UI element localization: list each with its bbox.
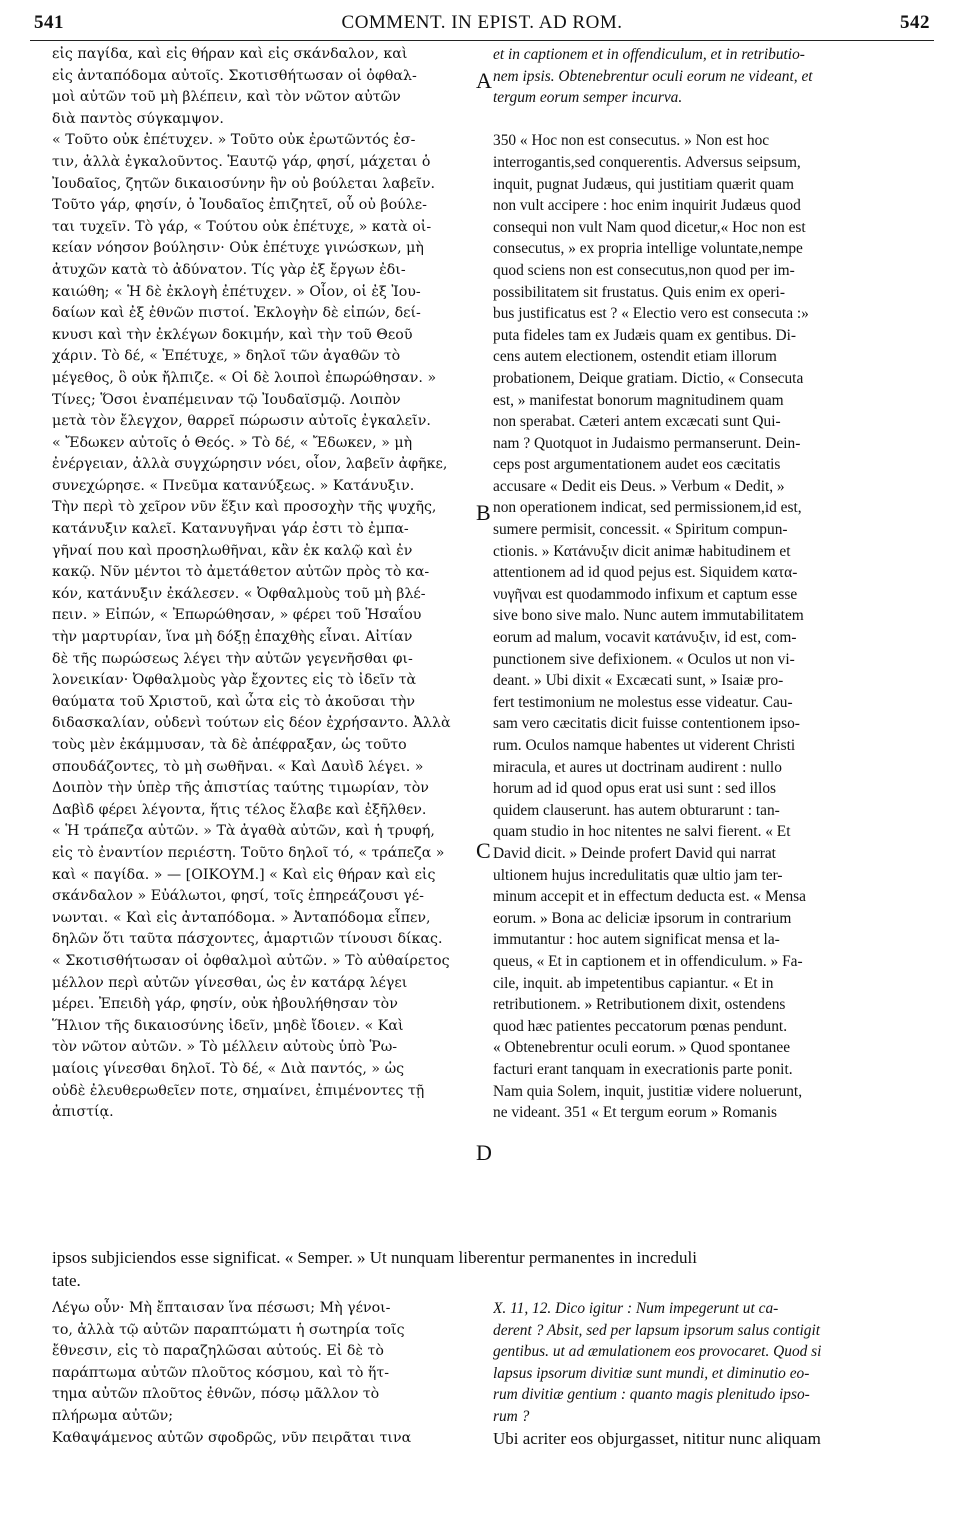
right-page-number: 542 xyxy=(900,12,930,33)
greek-text-line: σπουδάζοντες, τὸ μὴ σωθῆναι. « Καὶ Δαυὶδ λέγει. » xyxy=(52,758,424,775)
greek-text-line: δηλῶν ὅτι ταῦτα πάσχοντες, ἁμαρτιῶν τίνουσι δίκας. xyxy=(52,931,443,948)
latin-text-line: rum. Oculos namque habentes ut viderent Christi xyxy=(493,737,796,754)
latin-text-line: ceps post argumentationem audet eos cæcitatis xyxy=(493,456,781,474)
latin-text-line: Ubi acriter eos objurgasset, nititur nunc aliquam xyxy=(493,1428,821,1448)
greek-text-line: μέρει. Ἐπειδὴ γάρ, φησίν, οὐκ ἠβουλήθησαν τὸν xyxy=(52,996,398,1013)
latin-text-line: νυγῆναι est quodammodo infixum et captum esse xyxy=(493,585,798,603)
latin-text-line: rum divitiæ gentium : quanto magis plenitudo ipso- xyxy=(493,1386,810,1404)
greek-text-line: τὸν νῶτον αὐτῶν. » Τὸ μέλλειν αὐτοὺς ὑπὸ Ῥω- xyxy=(52,1039,398,1056)
margin-marker-d: D xyxy=(476,1140,492,1165)
greek-text-line: σκάνδαλον » Εὐάλωτοι, φησί, τοῖς ἐπηρεάζουσι γέ- xyxy=(52,888,424,905)
latin-text-line: quod hæc patientes peccatorum pœnas pendunt. xyxy=(493,1017,788,1035)
latin-text-line: non vult accipere : hoc enim inquirit Judæus quod xyxy=(493,197,801,215)
latin-text-line: deant. » Ubi dixit « Excæcati sunt, » Isaiæ pro- xyxy=(493,672,784,690)
greek-text-line: μέγεθος, ὃ οὐκ ἤλπιζε. « Οἱ δὲ λοιποὶ ἐπωρώθησαν. » xyxy=(52,369,437,386)
greek-text-line: « Ἔδωκεν αὐτοῖς ὁ Θεός. » Τὸ δέ, « Ἔδωκεν, » μὴ xyxy=(52,434,413,451)
greek-text-line: ἐνέργειαν, ἀλλὰ συγχώρησιν νόει, οἷον, λαβεῖν ἀφῆκε, xyxy=(52,456,448,473)
greek-text-line: « Ἡ τράπεζα αὐτῶν. » Τὰ ἀγαθὰ αὐτῶν, καὶ ἡ τρυφή, xyxy=(52,823,435,840)
greek-text-line: τιν, ἀλλὰ ἐγκαλοῦντος. Ἑαυτῷ γάρ, φησί, μάχεται ὁ xyxy=(52,153,431,170)
greek-text-line: Καθαψάμενος αὐτῶν σφοδρῶς, νῦν πειρᾶται τινα xyxy=(52,1429,412,1446)
latin-text-line: ne videant. 351 « Et tergum eorum » Romanis xyxy=(493,1104,777,1122)
latin-text-line: puta fideles tam ex Judæis quam ex gentibus. Di- xyxy=(493,326,797,344)
latin-text-line: sam vero cæcitatis dicit fuisse contentionem ipso- xyxy=(493,715,800,733)
full-width-line: ipsos subjiciendos esse significat. « Semper. » Ut nunquam liberentur permanentes in increduli xyxy=(52,1248,697,1267)
greek-text-line: γῆναί που καὶ προσηλωθῆναι, κἂν ἐκ καλῷ καὶ ἐν xyxy=(52,542,413,559)
latin-text-line: non operationem indicat, sed permissionem,id est, xyxy=(493,499,802,517)
latin-text-line: X. 11, 12. Dico igitur : Num impegerunt ut ca- xyxy=(493,1300,779,1317)
greek-text-line: δὲ τῆς πωρώσεως λέγει τὴν αὐτῶν γεγενῆσθαι φι- xyxy=(52,650,413,667)
latin-verse-line: tergum eorum semper incurva. xyxy=(493,89,683,107)
greek-text-line: Λέγω οὖν· Μὴ ἔπταισαν ἵνα πέσωσι; Μὴ γένοι- xyxy=(52,1300,391,1316)
latin-text-line: minum accepit et in effectum deducta est. « Mensa xyxy=(493,888,806,906)
latin-text-line: fert testimonium ne molestus esse videatur. Cau- xyxy=(493,693,793,711)
greek-text-line: Ἰουδαῖος, ζητῶν δικαιοσύνην ἣν οὐ βούλεται λαβεῖν. xyxy=(52,175,436,192)
latin-text-line: queus, « Et in captionem et in offendiculum. » Fa- xyxy=(493,952,803,970)
greek-text-line: Δαβὶδ φέρει λέγοντα, ἥτις τέλος ἔλαβε καὶ ἐξῆλθεν. xyxy=(52,801,427,818)
latin-text-line: ultionem hujus incredulitatis quæ ultio jam ter- xyxy=(493,866,783,884)
greek-text-line: εἰς ἀνταπόδομα αὐτοῖς. Σκοτισθήτωσαν οἱ ὀφθαλ- xyxy=(52,67,417,84)
latin-text-line: rum ? xyxy=(493,1407,530,1425)
greek-text-line: καὶ « παγίδα. » — [ΟΙΚΟΥΜ.] « Καὶ εἰς θήραν καὶ εἰς xyxy=(52,866,436,883)
page-header xyxy=(30,6,934,41)
latin-text-line xyxy=(493,109,935,131)
latin-text-line: « Obtenebrentur oculi eorum. » Quod spontanee xyxy=(493,1039,791,1057)
latin-text-line: consequi non vult Nam quod dicetur,« Hoc non est xyxy=(493,218,806,236)
greek-text-line: νωνται. « Καὶ εἰς ἀνταπόδομα. » Ἀνταπόδομα εἶπεν, xyxy=(52,909,431,926)
greek-text-line: « Τοῦτο οὐκ ἐπέτυχεν. » Τοῦτο οὐκ ἐρωτῶντός ἐσ- xyxy=(52,132,416,149)
latin-verse-line: et in captionem et in offendiculum, et in retributio- xyxy=(493,46,805,63)
latin-text-line: David dicit. » Deinde profert David qui narrat xyxy=(493,844,776,862)
greek-text-line: τημα αὐτῶν πλοῦτος ἐθνῶν, πόσῳ μᾶλλον τὸ xyxy=(52,1386,380,1403)
latin-text-line: quod sciens non est consecutus,non quod per im- xyxy=(493,261,795,279)
latin-text-line: eorum. » Bona ac deliciæ ipsorum in contrarium xyxy=(493,909,792,927)
latin-text-line: punctionem sive defixionem. « Oculos ut non vi- xyxy=(493,650,795,668)
latin-text-line: 350 « Hoc non est consecutus. » Non est hoc xyxy=(493,132,770,150)
greek-text-line: ἔθνεσιν, εἰς τὸ παραζηλῶσαι αὐτούς. Εἰ δὲ τὸ xyxy=(52,1343,384,1360)
greek-text-line: Τὴν περὶ τὸ χεῖρον νῦν ἕξιν καὶ προσοχὴν τῆς ψυχῆς, xyxy=(52,499,437,516)
greek-text-line: πλήρωμα αὐτῶν; xyxy=(52,1407,174,1424)
latin-text-line: sive bono sive malo. Nunc autem immutabilitatem xyxy=(493,607,804,625)
greek-text-line: παράπτωμα αὐτῶν πλοῦτος κόσμου, καὶ τὸ ἥτ- xyxy=(52,1364,390,1381)
latin-text-line: probationem, Deique gratiam. Dictio, « Consecuta xyxy=(493,369,804,387)
greek-text-line: μέλλον περὶ αὐτῶν γίνεσθαι, ὡς ἐν κατάρᾳ λέγει xyxy=(52,974,408,991)
latin-text-line: attentionem ad id quod pejus est. Siquidem κατα- xyxy=(493,564,798,582)
greek-text-line: κνυσι καὶ τὴν ἐκλέγων δοκιμήν, καὶ τὴν τοῦ Θεοῦ xyxy=(52,326,413,343)
margin-marker-c: C xyxy=(476,838,491,863)
margin-marker-b: B xyxy=(476,500,491,525)
greek-text-line: κόν, κατάνυξιν ἐκάλεσεν. « Ὀφθαλμοὺς τοῦ μὴ βλέ- xyxy=(52,585,426,602)
greek-text-line: εἰς τὸ ἐναντίον περιέστη. Τοῦτο δηλοῖ τό, « τράπεζα » xyxy=(52,844,445,861)
greek-text-line: καιώθη; « Ἡ δὲ ἐκλογὴ ἐπέτυχεν. » Οἷον, οἱ ἐξ Ἰου- xyxy=(52,283,421,300)
latin-text-line: gentibus. ut ad æmulationem eos provocaret. Quod si xyxy=(493,1343,822,1361)
greek-text-line: Τοῦτο γάρ, φησίν, ὁ Ἰουδαῖος ἐπιζητεῖ, οὗ οὐ βούλε- xyxy=(52,197,427,214)
latin-text-line: cens autem electionem, ostendit etiam illorum xyxy=(493,348,777,366)
greek-text-line: μοὶ αὐτῶν τοῦ μὴ βλέπειν, καὶ τὸν νῶτον αὐτῶν xyxy=(52,89,401,106)
greek-text-line: θαύματα τοῦ Χριστοῦ, καὶ ὦτα εἰς τὸ ἀκοῦσαι τὴν xyxy=(52,693,415,710)
latin-text-line: bus justificatus est ? « Electio vero est consecuta :» xyxy=(493,305,809,323)
greek-text-line: συνεχώρησε. « Πνεῦμα κατανύξεως. » Κατάνυξιν. xyxy=(52,477,415,494)
running-title: COMMENT. IN EPIST. AD ROM. xyxy=(341,12,623,33)
greek-text-line: κατάνυξιν καλεῖ. Κατανυγῆναι γάρ ἐστι τὸ ἐμπα- xyxy=(52,521,409,538)
latin-text-line: quidem clauserunt. has autem obturarunt : tan- xyxy=(493,801,780,819)
greek-text-line: τὴν μαρτυρίαν, ἵνα μὴ δόξῃ ἐπαχθὴς εἶναι. Αἰτίαν xyxy=(52,629,413,646)
latin-text-line: consecutus, » ex propria intellige voluntate,nempe xyxy=(493,240,803,258)
latin-column-bottom xyxy=(493,1298,935,1449)
full-width-text xyxy=(52,1246,936,1292)
latin-text-line: nam ? Quotquot in Judaismo permanserunt. Dein- xyxy=(493,434,801,452)
greek-text-line: οὐδὲ ἐλευθερωθεῖεν ποτε, σημαίνει, ἐπιμένοντες τῇ xyxy=(52,1082,425,1099)
latin-text-line: inquit, pugnat Judæus, qui justitiam quærit quam xyxy=(493,175,794,193)
greek-text-line: Τίνες; Ὅσοι ἐναπέμειναν τῷ Ἰουδαϊσμῷ. Λοιπὸν xyxy=(52,391,401,408)
greek-text-line: χάριν. Τὸ δέ, « Ἐπέτυχε, » δηλοῖ τῶν ἀγαθῶν τὸ xyxy=(52,348,401,365)
latin-text-line: facturi erant tanquam in execrationis parte ponit. xyxy=(493,1060,793,1078)
greek-text-line: Ἥλιον τῆς δικαιοσύνης ἰδεῖν, μηδὲ ἴδοιεν. « Καὶ xyxy=(52,1017,404,1034)
greek-text-line: δαίων καὶ ἐξ ἐθνῶν πιστοί. Ἐκλογὴν δὲ εἰπών, δεί- xyxy=(52,305,421,322)
latin-text-line: cile, inquit. ab impetentibus capiantur. « Et in xyxy=(493,974,774,992)
greek-text-line: « Σκοτισθήτωσαν οἱ ὀφθαλμοὶ αὐτῶν. » Τὸ αὐθαίρετος xyxy=(52,952,450,969)
greek-text-line: μετὰ τὸν ἔλεγχον, θαρρεῖ πώρωσιν αὐτοῖς ἐγκαλεῖν. xyxy=(52,413,431,430)
latin-column-top xyxy=(493,44,935,1124)
latin-text-line: possibilitatem sit frustatus. Quis enim ex operi- xyxy=(493,283,785,301)
latin-text-line: non sperabat. Cæteri antem excæcati sunt Qui- xyxy=(493,413,781,431)
latin-text-line: quam studio in hoc nitentes ne salvi fierent. « Et xyxy=(493,823,791,841)
greek-text-line: ἀπιστίᾳ. xyxy=(52,1104,114,1121)
latin-text-line: retributionem. » Retributionem dixit, ostendens xyxy=(493,996,786,1014)
greek-text-line: ται τυχεῖν. Τὸ γάρ, « Τούτου οὐκ ἐπέτυχε, » κατὰ οἰ- xyxy=(52,218,432,235)
greek-column-top xyxy=(52,44,474,1124)
greek-text-line: διδασκαλίαν, οὐδενὶ τούτων εἰς δέον ἐχρήσαντο. Ἀλλὰ xyxy=(52,715,451,732)
greek-text-line: Δοιπὸν τὴν ὑπὲρ τῆς ἀπιστίας ταύτης τιμωρίαν, τὸν xyxy=(52,780,429,797)
greek-text-line: κείαν νόησον βούλησιν· Οὐκ ἐπέτυχε γινώσκων, μὴ xyxy=(52,240,424,257)
latin-text-line: est, » manifestat bonorum magnitudinem quam xyxy=(493,391,784,409)
left-page-number: 541 xyxy=(34,12,64,33)
latin-text-line: lapsus ipsorum divitiæ sunt mundi, et diminutio eo- xyxy=(493,1364,810,1382)
latin-text-line: miracula, et aures ut doctrinam audirent : nullo xyxy=(493,758,782,776)
margin-marker-a: A xyxy=(476,68,492,93)
latin-text-line: ctionis. » Κατάνυξιν dicit animæ habitudinem et xyxy=(493,542,791,560)
greek-text-line: τοὺς μὲν ἐκάμμυσαν, τὰ δὲ ἀπέφραξαν, ὡς τοῦτο xyxy=(52,737,407,753)
latin-text-line: sumere permisit, concessit. « Spiritum compun- xyxy=(493,521,788,539)
greek-text-line: εἰς παγίδα, καὶ εἰς θήραν καὶ εἰς σκάνδαλον, καὶ xyxy=(52,46,408,62)
greek-text-line: διὰ παντὸς σύγκαμψον. xyxy=(52,110,224,127)
greek-text-line: μαίοις γίνεσθαι δηλοῖ. Τὸ δέ, « Διὰ παντός, » ὡς xyxy=(52,1060,405,1077)
full-width-line: tate. xyxy=(52,1271,81,1290)
greek-text-line: λονεικίαν· Ὀφθαλμοὺς γὰρ ἔχοντες εἰς τὸ ἰδεῖν τὰ xyxy=(52,672,417,689)
latin-text-line: derent ? Absit, sed per lapsum ipsorum salus contigit xyxy=(493,1321,821,1339)
greek-column-bottom xyxy=(52,1298,474,1449)
greek-text-line: πειν. » Εἰπών, « Ἐπωρώθησαν, » φέρει τοῦ Ἡσαΐου xyxy=(52,607,422,624)
latin-text-line: immutantur : hoc autem significat mensa et la- xyxy=(493,931,780,949)
latin-verse-line: nem ipsis. Obtenebrentur oculi eorum ne videant, et xyxy=(493,67,813,85)
greek-text-line: ἀτυχῶν κατὰ τὸ ἀδύνατον. Τίς γὰρ ἐξ ἔργων ἐδι- xyxy=(52,261,406,278)
latin-text-line: Nam quia Solem, inquit, justitiæ videre noluerunt, xyxy=(493,1082,803,1100)
latin-text-line: accusare « Dedit eis Deus. » Verbum « Dedit, » xyxy=(493,477,785,495)
greek-text-line: το, ἀλλὰ τῷ αὐτῶν παραπτώματι ἡ σωτηρία τοῖς xyxy=(52,1321,405,1338)
latin-text-line: eorum ad malum, vocavit κατάνυξιν, id est, com- xyxy=(493,629,797,647)
greek-text-line: κακῷ. Νῦν μέντοι τὸ ἀμετάθετον αὐτῶν πρὸς τὸ κα- xyxy=(52,564,430,581)
latin-text-line: horum ad id quod opus erat usi sunt : sed illos xyxy=(493,780,776,798)
latin-text-line: interrogantis,sed conquerentis. Adversus seipsum, xyxy=(493,153,801,171)
